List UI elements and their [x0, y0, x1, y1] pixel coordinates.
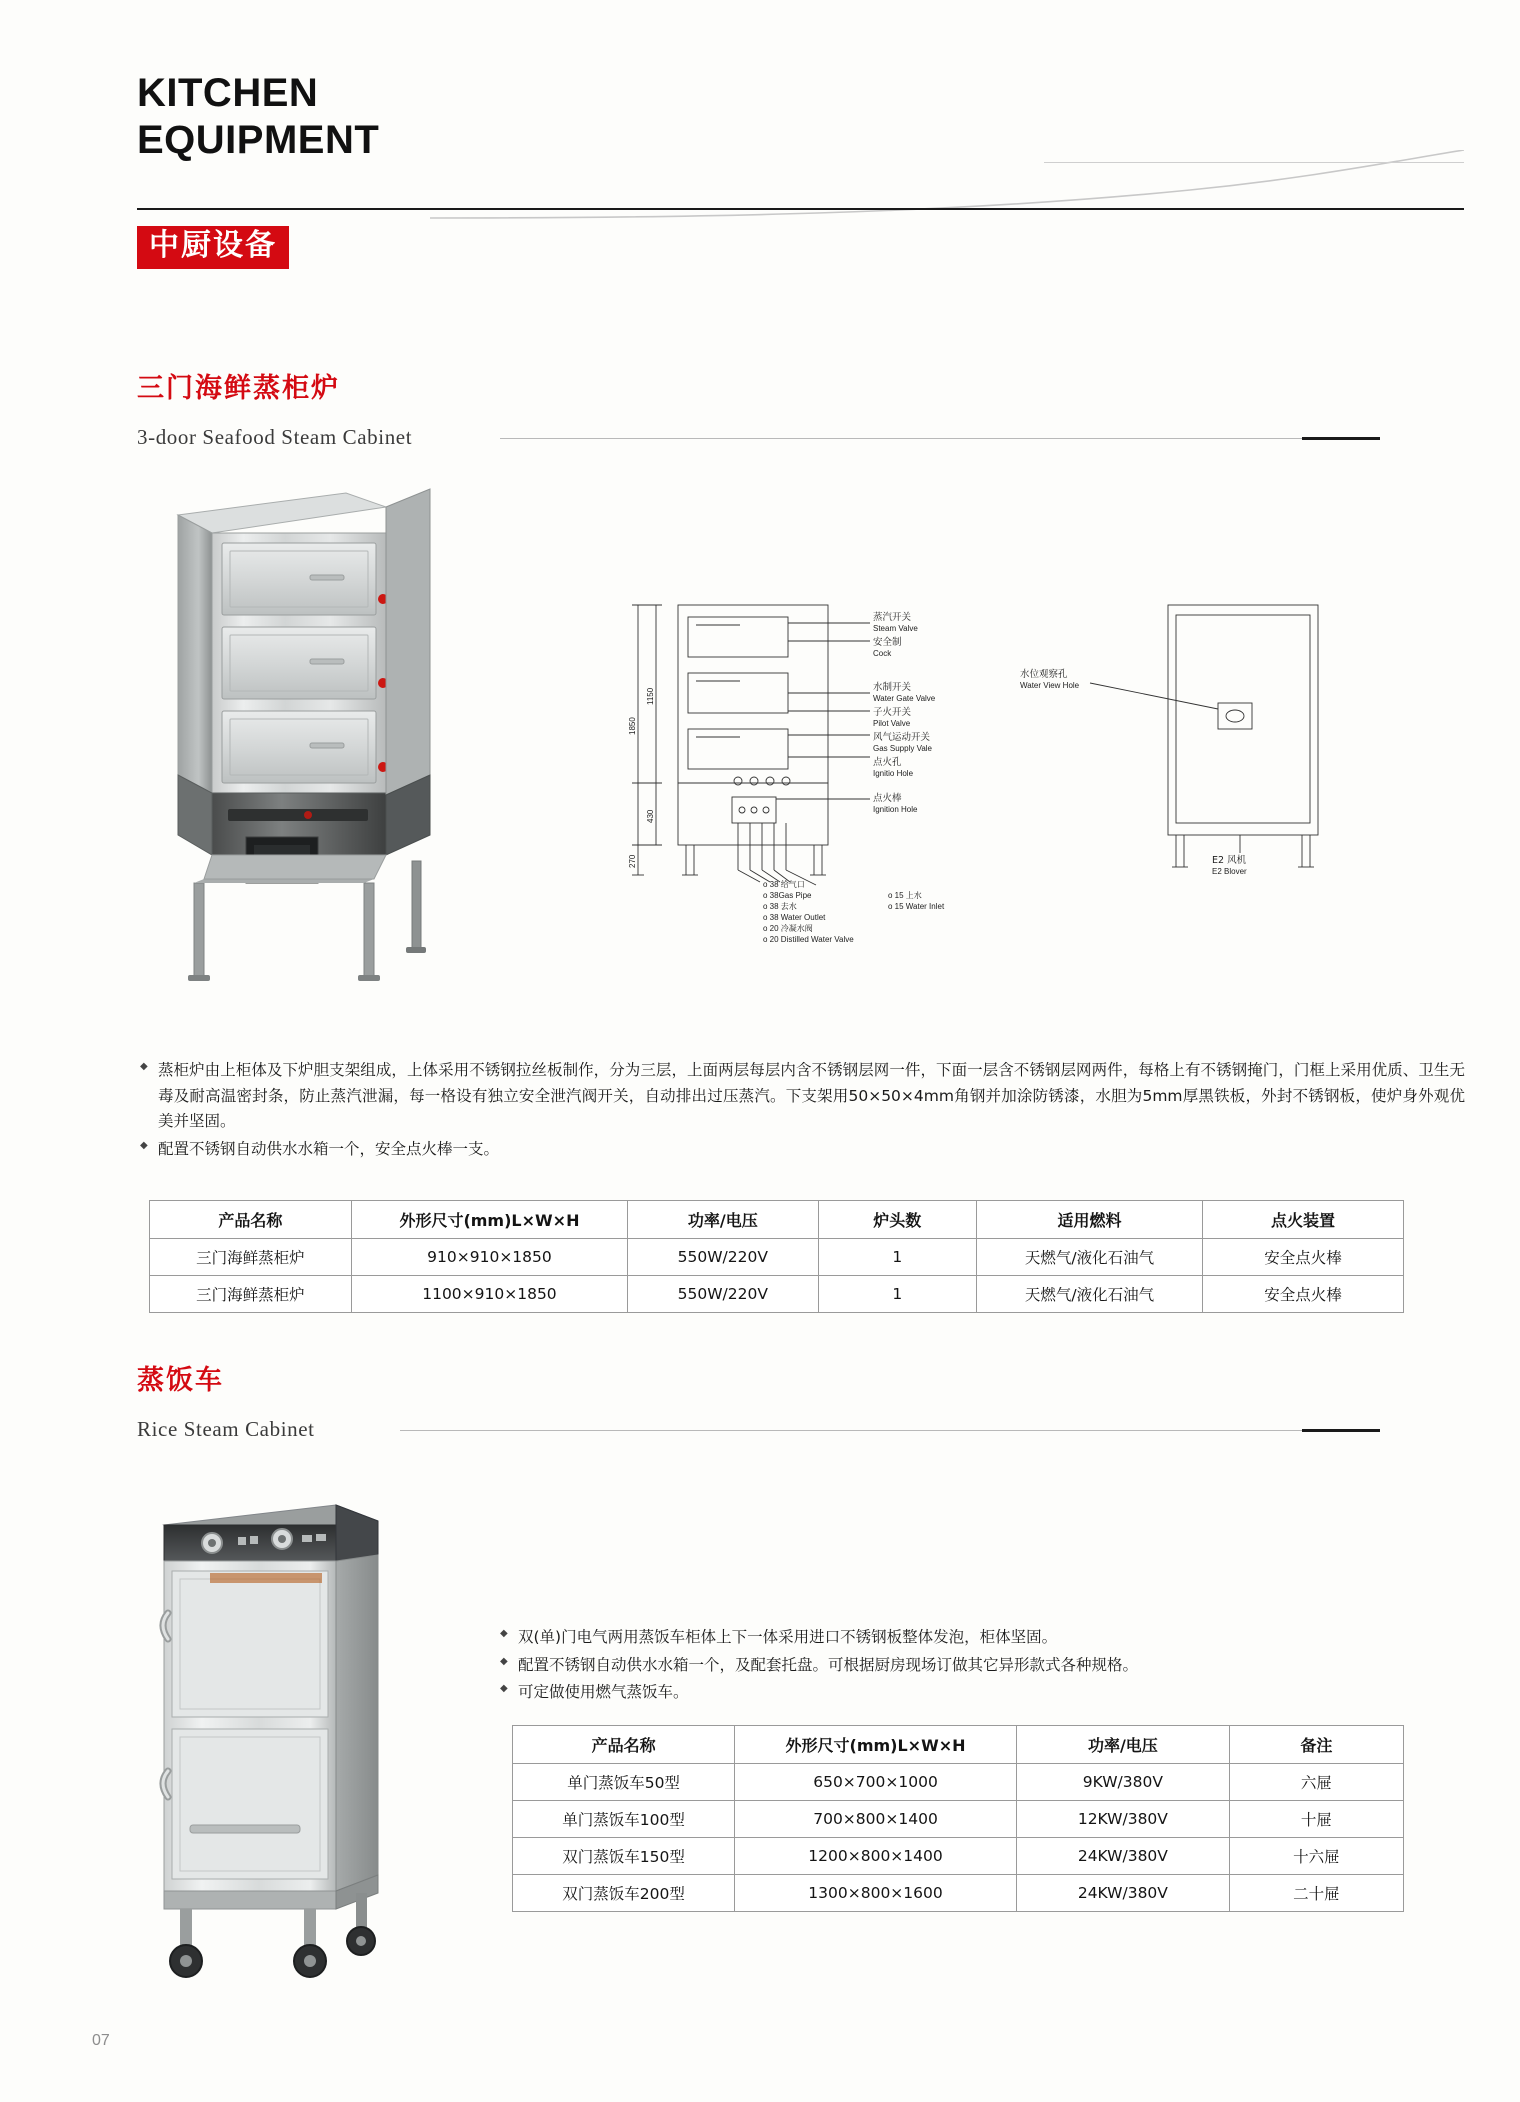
table-row	[513, 1875, 1404, 1912]
section2-bullets	[500, 1625, 1405, 1708]
cell-power-voltage: 24KW/380V	[1016, 1875, 1229, 1912]
th-power-voltage: 功率/电压	[1016, 1726, 1229, 1764]
callout-steam-valve-en: Steam Valve	[873, 624, 918, 633]
cell-power-voltage: 24KW/380V	[1016, 1838, 1229, 1875]
cell-burner-count: 1	[818, 1276, 976, 1313]
callout-cock-cn: 安全制	[873, 637, 902, 648]
th-dimensions: 外形尺寸(mm)L×W×H	[735, 1726, 1017, 1764]
note-water-inlet-cn: o 15 上水	[888, 891, 922, 900]
cell-product-name: 三门海鲜蒸柜炉	[150, 1239, 352, 1276]
cell-dimensions: 700×800×1400	[735, 1801, 1017, 1838]
note-gas-pipe-cn: o 38 给气口	[763, 880, 805, 889]
callout-ignition-hole-en: Ignition Hole	[873, 805, 918, 814]
cell-remarks: 十屉	[1229, 1801, 1403, 1838]
page-number: 07	[92, 2032, 110, 2049]
header-cn-badge: 中厨设备	[137, 226, 289, 269]
cell-burner-count: 1	[818, 1239, 976, 1276]
page-title-line1: KITCHEN	[137, 71, 319, 115]
table-row	[513, 1764, 1404, 1801]
cell-dimensions: 1300×800×1600	[735, 1875, 1017, 1912]
callout-steam-valve-cn: 蒸汽开关	[873, 612, 912, 623]
cell-remarks: 十六屉	[1229, 1838, 1403, 1875]
th-product-name: 产品名称	[150, 1201, 352, 1239]
cell-fuel-type: 天燃气/液化石油气	[976, 1239, 1202, 1276]
section2-bullet-3: ◆ 可定做使用燃气蒸饭车。	[500, 1680, 1405, 1706]
note-distilled-valve-cn: o 20 冷凝水阀	[763, 924, 813, 933]
note-gas-pipe-en: o 38Gas Pipe	[763, 891, 812, 900]
callout-gas-supply-cn: 风气运动开关	[873, 732, 931, 743]
section2-en-title: Rice Steam Cabinet	[137, 1417, 315, 1441]
note-water-outlet-cn: o 38 去水	[763, 902, 797, 911]
page-title	[137, 70, 1457, 164]
callout-pilot-valve-en: Pilot Valve	[873, 719, 911, 728]
callout-water-gate-valve-en: Water Gate Valve	[873, 694, 936, 703]
section2-divider	[400, 1430, 1380, 1431]
callout-ignitio-hole-cn: 点火孔	[873, 757, 902, 768]
technical-drawing-3door-seafood-steam-cabinet	[620, 585, 1410, 985]
cell-power-voltage: 9KW/380V	[1016, 1764, 1229, 1801]
callout-water-view-hole-en: Water View Hole	[1020, 681, 1080, 690]
header-divider	[137, 208, 1464, 210]
cell-dimensions: 910×910×1850	[351, 1239, 627, 1276]
th-product-name: 产品名称	[513, 1726, 735, 1764]
cell-dimensions: 1200×800×1400	[735, 1838, 1017, 1875]
cell-power-voltage: 550W/220V	[628, 1276, 818, 1313]
dimension-1850: 1850	[628, 717, 637, 735]
section1-divider	[500, 438, 1380, 439]
callout-gas-supply-en: Gas Supply Vale	[873, 744, 932, 753]
cell-power-voltage: 550W/220V	[628, 1239, 818, 1276]
fan-label-en: E2 Blover	[1212, 867, 1247, 876]
table-header-row	[150, 1201, 1404, 1239]
note-distilled-valve-en: o 20 Distilled Water Valve	[763, 935, 854, 944]
fan-label-cn: E2 风机	[1212, 855, 1247, 866]
cell-remarks: 六屉	[1229, 1764, 1403, 1801]
note-water-outlet-en: o 38 Water Outlet	[763, 913, 826, 922]
section1-bullet-2: ◆ 配置不锈钢自动供水水箱一个，安全点火棒一支。	[140, 1137, 1465, 1163]
table-row	[150, 1276, 1404, 1313]
section1-cn-title: 三门海鲜蒸柜炉	[137, 373, 340, 404]
section1-bullet-1: ◆ 蒸柜炉由上柜体及下炉胆支架组成，上体采用不锈钢拉丝板制作，分为三层，上面两层每层内含不锈钢层网一件，下面一层含不锈钢层网两件，每格上有不锈钢掩门，门框上采用优质、卫生无毒及耐高温密封条，防止蒸汽泄漏，每一格设有独立安全泄汽阀开关，自动排出过压蒸汽。下支架用50×50×4mm角钢并加涂防锈漆，水胆为5mm厚黑铁板，外封不锈钢板，使炉身外观优美并坚固。	[140, 1058, 1465, 1135]
cell-power-voltage: 12KW/380V	[1016, 1801, 1229, 1838]
product-photo-rice-steam-cabinet	[150, 1495, 430, 2015]
cell-dimensions: 1100×910×1850	[351, 1276, 627, 1313]
table-row	[150, 1239, 1404, 1276]
section1-bullets	[140, 1058, 1465, 1164]
callout-pilot-valve-cn: 子火开关	[873, 707, 912, 718]
section2-bullet-1: ◆ 双(单)门电气两用蒸饭车柜体上下一体采用进口不锈钢板整体发泡，柜体坚固。	[500, 1625, 1405, 1651]
dimension-430: 430	[646, 809, 655, 823]
section2-cn-title: 蒸饭车	[137, 1365, 224, 1396]
th-burner-count: 炉头数	[818, 1201, 976, 1239]
dimension-1150: 1150	[646, 687, 655, 705]
cell-product-name: 单门蒸饭车100型	[513, 1801, 735, 1838]
section1-en-title: 3-door Seafood Steam Cabinet	[137, 425, 413, 449]
section2-spec-table	[512, 1725, 1404, 1912]
callout-water-gate-valve-cn: 水制开关	[873, 682, 912, 693]
callout-ignition-hole-cn: 点火棒	[873, 793, 902, 804]
note-water-inlet-en: o 15 Water Inlet	[888, 902, 945, 911]
callout-water-view-hole-cn: 水位观察孔	[1020, 669, 1068, 680]
cell-dimensions: 650×700×1000	[735, 1764, 1017, 1801]
callout-ignitio-hole-en: Ignitio Hole	[873, 769, 914, 778]
section2-bullet-2: ◆ 配置不锈钢自动供水水箱一个，及配套托盘。可根据厨房现场订做其它异形款式各种规格。	[500, 1653, 1405, 1679]
table-row	[513, 1801, 1404, 1838]
cell-ignition-device: 安全点火棒	[1203, 1276, 1404, 1313]
th-ignition-device: 点火装置	[1203, 1201, 1404, 1239]
th-dimensions: 外形尺寸(mm)L×W×H	[351, 1201, 627, 1239]
cell-product-name: 双门蒸饭车150型	[513, 1838, 735, 1875]
cell-product-name: 双门蒸饭车200型	[513, 1875, 735, 1912]
table-row	[513, 1838, 1404, 1875]
section1-spec-table	[149, 1200, 1404, 1313]
cell-product-name: 单门蒸饭车50型	[513, 1764, 735, 1801]
page-title-line2: EQUIPMENT	[137, 118, 380, 163]
product-photo-3door-seafood-steam-cabinet	[150, 475, 472, 1020]
table-header-row	[513, 1726, 1404, 1764]
th-fuel-type: 适用燃料	[976, 1201, 1202, 1239]
page-header	[137, 70, 1457, 164]
th-remarks: 备注	[1229, 1726, 1403, 1764]
dimension-270: 270	[628, 854, 637, 868]
cell-fuel-type: 天燃气/液化石油气	[976, 1276, 1202, 1313]
cell-remarks: 二十屉	[1229, 1875, 1403, 1912]
callout-cock-en: Cock	[873, 649, 892, 658]
cell-ignition-device: 安全点火棒	[1203, 1239, 1404, 1276]
th-power-voltage: 功率/电压	[628, 1201, 818, 1239]
cell-product-name: 三门海鲜蒸柜炉	[150, 1276, 352, 1313]
